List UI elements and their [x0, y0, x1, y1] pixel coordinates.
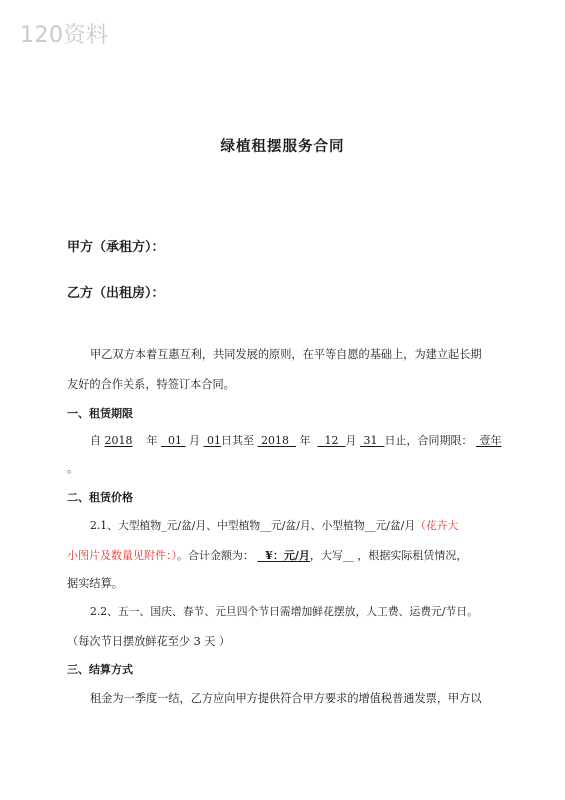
contract-term: 壹年: [479, 434, 502, 447]
intro-line-1: 甲乙双方本着互惠互利，共同发展的原则，在平等自愿的基础上，为建立起长期: [90, 348, 482, 361]
price-line-3: 据实结算。: [67, 577, 123, 590]
start-year: 2018: [104, 434, 133, 447]
text-day-end: 日止，合同期限：: [384, 434, 473, 447]
section-1-heading: 一、租赁期限: [67, 407, 133, 420]
start-month: 01: [168, 434, 182, 447]
amount-in-words: ，大写__ ，根据实际租赁情况，: [309, 549, 468, 562]
watermark: 120资料: [20, 23, 109, 48]
section-3-heading: 三、结算方式: [67, 663, 133, 676]
holiday-flowers-line: 2.2、五一、国庆、春节、元旦四个节日需增加鲜花摆放，人工费、运费元/节日。: [90, 605, 478, 618]
section-2-heading: 二、租赁价格: [67, 491, 133, 504]
text-day-to: 日其至: [221, 434, 254, 447]
plant-prices: 2.1、大型植物_元/盆/月、中型植物__元/盆/月、小型植物__元/盆/月: [90, 519, 416, 532]
text-from: 自: [90, 434, 101, 447]
attachment-note-start: （花卉大: [415, 519, 459, 532]
start-day: 01: [207, 434, 221, 447]
text-year: 年: [146, 434, 158, 447]
total-amount-label: 。合计金额为：: [177, 549, 254, 562]
end-year: 2018: [261, 434, 289, 447]
party-b-label: 乙方（出租房）：: [67, 286, 165, 301]
price-line-2: [67, 547, 467, 563]
total-amount: ¥：元/月: [265, 549, 310, 562]
holiday-flowers-note: （每次节日摆放鲜花至少 3 天 ）: [67, 635, 231, 648]
settlement-line-1: 租金为一季度一结，乙方应向甲方提供符合甲方要求的增值税普通发票，甲方以: [90, 692, 482, 705]
party-a-label: 甲方（承租方）：: [67, 240, 165, 255]
text-month: 月: [189, 434, 200, 447]
end-month: 12: [324, 434, 339, 447]
text-month-2: 月: [345, 434, 357, 447]
end-day: 31: [363, 434, 378, 447]
price-line-1: [90, 518, 458, 533]
document-title: 绿植租摆服务合同: [220, 139, 345, 155]
lease-period-line-2: 。: [67, 462, 79, 475]
intro-line-2: 友好的合作关系，特签订本合同。: [67, 378, 235, 391]
text-year-2: 年: [299, 434, 311, 447]
lease-period-line: [90, 432, 502, 448]
attachment-note-end: 小图片及数量见附件：）: [67, 549, 177, 562]
